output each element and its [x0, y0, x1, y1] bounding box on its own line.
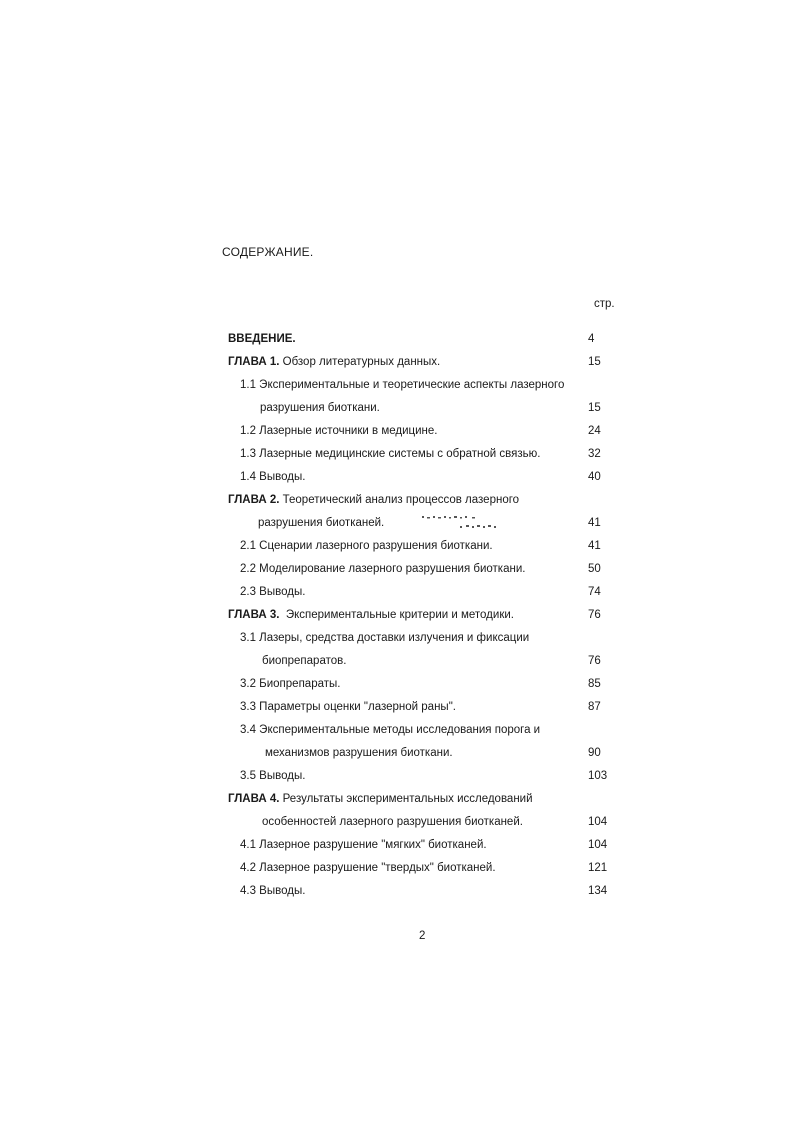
toc-chapter-label: ВВЕДЕНИЕ.: [228, 333, 296, 345]
toc-entry: [0, 584, 795, 600]
toc-entry-page: 76: [588, 609, 601, 621]
toc-entry-text: 1.4 Выводы.: [240, 471, 306, 483]
toc-entry-title: [228, 607, 514, 623]
toc-entry-text: 2.1 Сценарии лазерного разрушения биоткани.: [240, 540, 493, 552]
toc-entry: [0, 469, 795, 485]
toc-entry-page: 85: [588, 678, 601, 690]
toc-entry-text: разрушения биоткани.: [260, 402, 380, 414]
toc-entry-page: 76: [588, 655, 601, 667]
toc-entry-title: [228, 492, 519, 508]
toc-entry: [0, 745, 795, 761]
toc-entry-title: [240, 561, 525, 577]
toc-entry-page: 15: [588, 356, 601, 368]
toc-entry-title: [240, 699, 456, 715]
toc-entry-page: 103: [588, 770, 608, 782]
toc-entry: [0, 768, 795, 784]
toc-entry-page: 74: [588, 586, 601, 598]
toc-entry: [0, 400, 795, 416]
page-title: СОДЕРЖАНИЕ.: [222, 245, 314, 259]
toc-entry-title: [240, 538, 493, 554]
toc-entry: [0, 538, 795, 554]
toc-entry-text: 1.1 Экспериментальные и теоретические аспекты лазерного: [240, 379, 565, 391]
toc-entry-page: 32: [588, 448, 601, 460]
toc-entry-title: [240, 423, 437, 439]
toc-entry-title: [240, 584, 305, 600]
toc-entry: [0, 515, 795, 531]
toc-entry-page: 90: [588, 747, 601, 759]
toc-entry-text: 3.4 Экспериментальные методы исследования порога и: [240, 724, 541, 736]
toc-entry-text: 3.5 Выводы.: [240, 770, 306, 782]
toc-entry-title: [240, 860, 496, 876]
toc-entry-text: Экспериментальные критерии и методики.: [279, 609, 514, 621]
toc-entry: [0, 492, 795, 508]
toc-entry: [0, 653, 795, 669]
toc-entry-page: 87: [588, 701, 601, 713]
toc-entry-title: [240, 676, 340, 692]
toc-entry-text: Результаты экспериментальных исследований: [279, 793, 533, 805]
toc-entry-text: особенностей лазерного разрушения биотканей.: [262, 816, 523, 828]
toc-entry-text: Теоретический анализ процессов лазерного: [279, 494, 520, 506]
page-number: 2: [419, 930, 426, 942]
toc-entry: [0, 354, 795, 370]
toc-entry: [0, 860, 795, 876]
toc-entry-title: [240, 469, 305, 485]
toc-entry-page: 121: [588, 862, 608, 874]
toc-entry-title: [240, 630, 529, 646]
toc-entry-title: [228, 331, 296, 347]
toc-entry-title: [258, 515, 384, 531]
toc-entry-page: 24: [588, 425, 601, 437]
toc-entry-text: 4.2 Лазерное разрушение "твердых" биотканей.: [240, 862, 496, 874]
toc-entry-title: [240, 768, 305, 784]
toc-entry-page: 41: [588, 517, 601, 529]
toc-entry-title: [260, 400, 380, 416]
toc-entry-page: 134: [588, 885, 608, 897]
toc-entry: [0, 423, 795, 439]
toc-entry-page: 50: [588, 563, 601, 575]
toc-entry: [0, 814, 795, 830]
toc-entry-text: 1.3 Лазерные медицинские системы с обратной связью.: [240, 448, 541, 460]
toc-entry: [0, 676, 795, 692]
toc-chapter-label: ГЛАВА 1.: [228, 356, 280, 368]
toc-entry: [0, 837, 795, 853]
toc-entry-title: [240, 377, 564, 393]
scan-noise-mark: [420, 513, 500, 533]
toc-entry-page: 15: [588, 402, 601, 414]
toc-entry: [0, 883, 795, 899]
toc-entry-page: 40: [588, 471, 601, 483]
toc-entry-text: 2.3 Выводы.: [240, 586, 306, 598]
toc-entry-page: 104: [588, 839, 608, 851]
toc-entry: [0, 630, 795, 646]
toc-entry-page: 4: [588, 333, 595, 345]
toc-entry: [0, 722, 795, 738]
toc-entry-text: 3.3 Параметры оценки "лазерной раны".: [240, 701, 456, 713]
toc-entry-text: 1.2 Лазерные источники в медицине.: [240, 425, 438, 437]
toc-entry: [0, 446, 795, 462]
toc-chapter-label: ГЛАВА 4.: [228, 793, 280, 805]
toc-entry-text: 3.1 Лазеры, средства доставки излучения и фиксации: [240, 632, 530, 644]
toc-entry-title: [228, 791, 533, 807]
toc-entry-title: [262, 653, 346, 669]
toc-chapter-label: ГЛАВА 3.: [228, 609, 280, 621]
toc-entry-title: [240, 883, 305, 899]
toc-entry-text: биопрепаратов.: [262, 655, 347, 667]
toc-entry-page: 104: [588, 816, 608, 828]
toc-entry-text: 4.3 Выводы.: [240, 885, 306, 897]
toc-entry-title: [262, 814, 523, 830]
toc-entry-text: 4.1 Лазерное разрушение "мягких" биотканей.: [240, 839, 487, 851]
toc-entry-text: разрушения биотканей.: [258, 517, 385, 529]
toc-entry: [0, 699, 795, 715]
toc-entry-title: [240, 446, 540, 462]
page-column-label: стр.: [594, 298, 615, 310]
toc-entry-text: механизмов разрушения биоткани.: [265, 747, 453, 759]
toc-entry: [0, 607, 795, 623]
toc-entry-title: [240, 722, 540, 738]
toc-entry: [0, 377, 795, 393]
toc-entry-title: [240, 837, 487, 853]
toc-entry-text: 2.2 Моделирование лазерного разрушения биоткани.: [240, 563, 526, 575]
toc-chapter-label: ГЛАВА 2.: [228, 494, 280, 506]
toc-entry-text: 3.2 Биопрепараты.: [240, 678, 341, 690]
toc-entry: [0, 561, 795, 577]
toc-entry-title: [228, 354, 440, 370]
toc-entry-page: 41: [588, 540, 601, 552]
toc-entry-title: [265, 745, 453, 761]
toc-entry-text: Обзор литературных данных.: [279, 356, 441, 368]
toc-entry: [0, 331, 795, 347]
toc-entry: [0, 791, 795, 807]
